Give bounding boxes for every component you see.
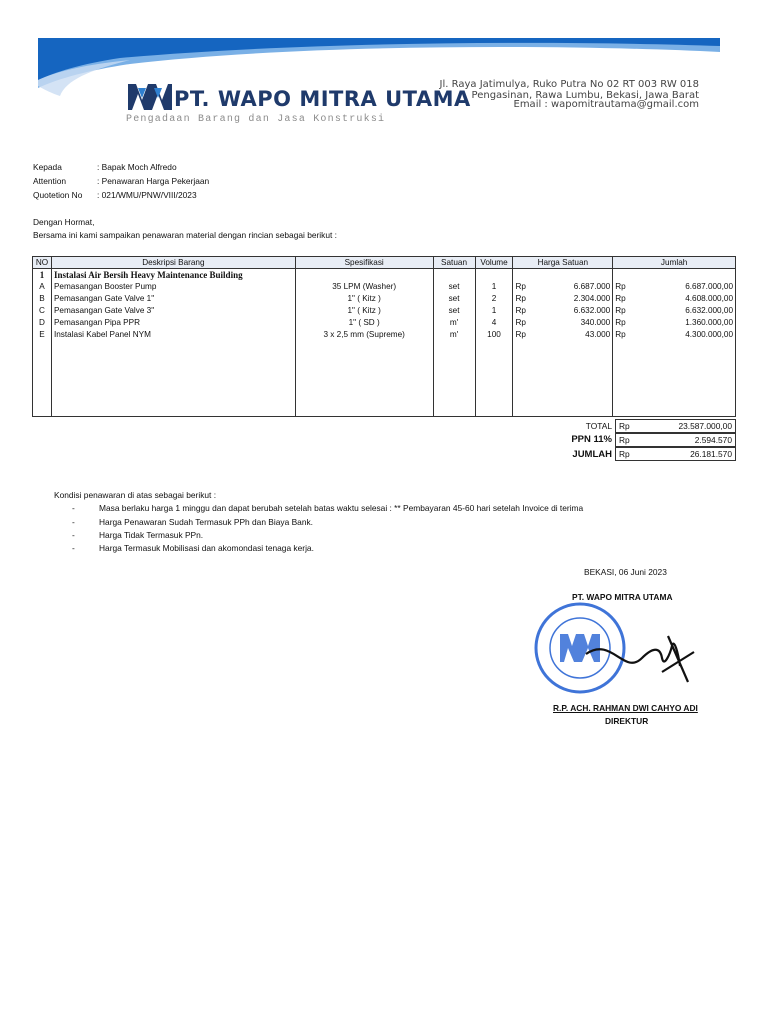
col-header-spec: Spesifikasi [295,257,433,269]
row-price-currency: Rp [515,294,526,303]
row-spec: 3 x 2,5 mm (Supreme) [295,329,433,341]
total-box [615,419,736,433]
table-row [33,293,736,305]
table-filler-row [33,341,736,417]
col-header-unit: Satuan [433,257,475,269]
meta-kepada [33,162,177,172]
row-price [513,281,613,293]
conditions-heading: Kondisi penawaran di atas sebagai berikut : [54,490,217,500]
row-spec: 1" ( Kitz ) [295,293,433,305]
ppn-label: PPN 11% [571,434,612,445]
table-group-row [33,269,736,282]
address-line-1: Jl. Raya Jatimulya, Ruko Putra No 02 RT 003 RW 018 [439,79,699,90]
col-header-no: NO [33,257,52,269]
row-total-value: 4.608.000,00 [685,294,733,303]
row-price-value: 6.632.000 [573,306,611,315]
row-volume: 2 [475,293,513,305]
row-unit: m' [433,317,475,329]
greeting: Dengan Hormat, [33,217,95,227]
row-total-currency: Rp [615,282,626,291]
table-row [33,317,736,329]
row-price-value: 2.304.000 [573,294,611,303]
kepada-label: Kepada [33,162,62,172]
row-total [613,305,736,317]
address-line-2: Pengasinan, Rawa Lumbu, Bekasi, Jawa Barat [471,90,699,101]
ppn-currency: Rp [619,435,630,445]
row-volume: 1 [475,305,513,317]
jumlah-value: 26.181.570 [690,449,732,459]
meta-attention [33,176,209,186]
jumlah-label: JUMLAH [572,449,612,460]
row-spec: 35 LPM (Washer) [295,281,433,293]
col-header-volume: Volume [475,257,513,269]
row-total-value: 1.360.000,00 [685,318,733,327]
attention-label: Attention [33,176,67,186]
row-total [613,329,736,341]
items-table [32,256,736,417]
company-logo-icon [128,84,172,110]
row-desc: Pemasangan Gate Valve 3" [51,305,295,317]
total-currency: Rp [619,421,630,431]
col-header-amount: Jumlah [613,257,736,269]
row-desc: Instalasi Kabel Panel NYM [51,329,295,341]
condition-bullet: - [72,517,75,527]
condition-bullet: - [72,503,75,513]
row-desc: Pemasangan Pipa PPR [51,317,295,329]
jumlah-box [615,447,736,461]
quotation-label: Quotetion No [33,190,83,200]
quotation-value: : 021/WMU/PNW/VIII/2023 [97,190,197,200]
row-total-currency: Rp [615,294,626,303]
table-row [33,305,736,317]
group-title: Instalasi Air Bersih Heavy Maintenance Building [51,269,295,282]
row-total-currency: Rp [615,318,626,327]
row-price [513,293,613,305]
row-unit: set [433,281,475,293]
row-unit: set [433,305,475,317]
table-header-row [33,257,736,269]
table-row [33,329,736,341]
row-no: A [33,281,52,293]
row-total [613,281,736,293]
condition-bullet: - [72,530,75,540]
company-name: PT. WAPO MITRA UTAMA [174,87,471,111]
row-desc: Pemasangan Gate Valve 1" [51,293,295,305]
row-total-currency: Rp [615,330,626,339]
row-no: D [33,317,52,329]
row-spec: 1" ( Kitz ) [295,305,433,317]
place-date: BEKASI, 06 Juni 2023 [584,567,667,577]
row-volume: 100 [475,329,513,341]
row-unit: set [433,293,475,305]
signer-title: DIREKTUR [605,716,649,726]
row-price-value: 340.000 [580,318,611,327]
kepada-value: : Bapak Moch Alfredo [97,162,177,172]
row-price-value: 6.687.000 [573,282,611,291]
meta-quotation [33,190,197,200]
row-total-value: 6.632.000,00 [685,306,733,315]
signature-company: PT. WAPO MITRA UTAMA [572,592,673,602]
row-volume: 1 [475,281,513,293]
total-label: TOTAL [585,421,612,431]
group-no: 1 [33,269,52,282]
row-no: B [33,293,52,305]
total-value: 23.587.000,00 [678,421,732,431]
intro-text: Bersama ini kami sampaikan penawaran material dengan rincian sebagai berikut : [33,230,337,240]
row-volume: 4 [475,317,513,329]
row-price-currency: Rp [515,282,526,291]
condition-item: Harga Tidak Termasuk PPn. [99,530,204,540]
row-price-currency: Rp [515,318,526,327]
row-total-value: 6.687.000,00 [685,282,733,291]
company-stamp-icon [522,596,702,700]
company-tagline: Pengadaan Barang dan Jasa Konstruksi [126,114,386,125]
row-price [513,329,613,341]
row-price-currency: Rp [515,330,526,339]
ppn-value: 2.594.570 [694,435,732,445]
row-total [613,293,736,305]
col-header-unit-price: Harga Satuan [513,257,613,269]
condition-item: Harga Penawaran Sudah Termasuk PPh dan Biaya Bank. [99,517,314,527]
row-unit: m' [433,329,475,341]
jumlah-currency: Rp [619,449,630,459]
row-price [513,305,613,317]
table-row [33,281,736,293]
condition-item: Harga Termasuk Mobilisasi dan akomondasi tenaga kerja. [99,543,314,553]
row-price-value: 43.000 [585,330,611,339]
row-price-currency: Rp [515,306,526,315]
row-total-currency: Rp [615,306,626,315]
col-header-desc: Deskripsi Barang [51,257,295,269]
row-no: C [33,305,52,317]
condition-bullet: - [72,543,75,553]
row-no: E [33,329,52,341]
row-total-value: 4.300.000,00 [685,330,733,339]
attention-value: : Penawaran Harga Pekerjaan [97,176,210,186]
signer-name: R.P. ACH. RAHMAN DWI CAHYO ADI [553,703,698,713]
row-spec: 1" ( SD ) [295,317,433,329]
condition-item: Masa berlaku harga 1 minggu dan dapat berubah setelah batas waktu selesai : ** Pembayaran 45-60 hari setelah Invoice di terima [99,503,584,513]
row-price [513,317,613,329]
ppn-box [615,433,736,447]
row-desc: Pemasangan Booster Pump [51,281,295,293]
email-line: Email : wapomitrautama@gmail.com [513,99,699,110]
row-total [613,317,736,329]
